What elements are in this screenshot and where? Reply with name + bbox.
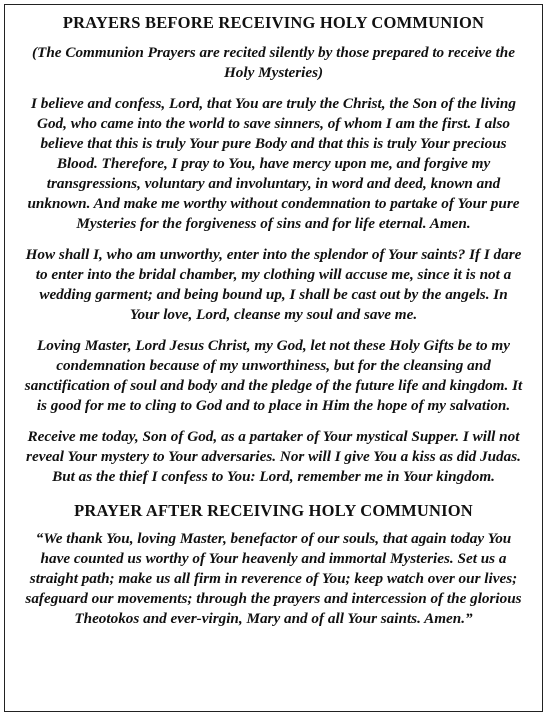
prayer-receive-me-today: Receive me today, Son of God, as a partaker of Your mystical Supper. I will not reveal Your mystery to Your adversaries. Nor will I give You a kiss as did Judas. But as the thief I confess to You: Lord, remember me in Your kingdom.: [26, 428, 521, 485]
title-before-communion: PRAYERS BEFORE RECEIVING HOLY COMMUNION: [62, 13, 485, 32]
prayer-thanksgiving: “We thank You, loving Master, benefactor of our souls, that again today You have counted us worthy of Your heavenly and immortal Mysteries. Set us a straight path; make us all firm in reverence of You; keep watch over our lives; safeguard our movements; through the prayers and intercession of the glorious Theotokos and ever-virgin, Mary and of all Your saints. Amen.”: [25, 530, 522, 627]
prayer-card: [4, 4, 543, 712]
prayer-loving-master: Loving Master, Lord Jesus Christ, my God, let not these Holy Gifts be to my condemnation because of my unworthiness, but for the cleansing and sanctification of soul and body and the pledge of the future life and kingdom. It is good for me to cling to God and to place in Him the hope of my salvation.: [24, 337, 523, 414]
title-after-communion: PRAYER AFTER RECEIVING HOLY COMMUNION: [74, 501, 473, 520]
prayer-how-shall-i: How shall I, who am unworthy, enter into the splendor of Your saints? If I dare to enter into the bridal chamber, my clothing will accuse me, since it is not a wedding garment; and being bound up, I shall be cast out by the angels. In Your love, Lord, cleanse my soul and save me.: [25, 246, 522, 323]
prayer-believe-and-confess: I believe and confess, Lord, that You are truly the Christ, the Son of the living God, who came into the world to save sinners, of whom I am the first. I also believe that this is truly Your pure Body and that this is truly Your precious Blood. Therefore, I pray to You, have mercy upon me, and forgive my transgressions, voluntary and involuntary, in word and deed, known and unknown. And make me worthy without condemnation to partake of Your pure Mysteries for the forgiveness of sins and for life eternal. Amen.: [27, 95, 520, 232]
intro-note: (The Communion Prayers are recited silently by those prepared to receive the Holy Mysteries): [32, 44, 515, 81]
